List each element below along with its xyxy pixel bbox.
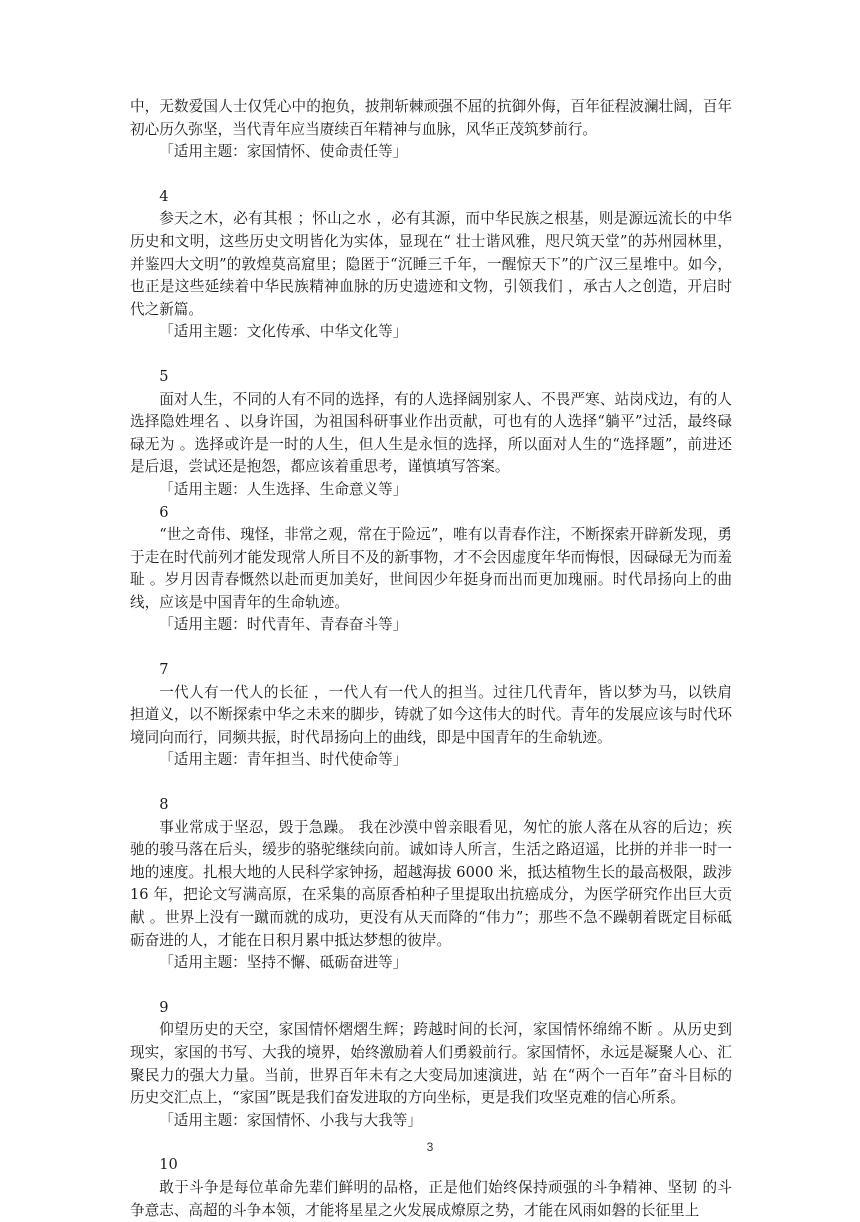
section-number: 4 (159, 187, 169, 205)
section-number: 6 (159, 503, 169, 521)
section-theme: 「适用主题：家国情怀、小我与大我等」 (159, 1111, 422, 1129)
section-theme: 「适用主题：文化传承、中华文化等」 (159, 323, 408, 341)
section-number: 7 (159, 661, 169, 679)
section-number: 10 (159, 1156, 178, 1174)
section-theme: 「适用主题：时代青年、青春奋斗等」 (159, 616, 408, 634)
section-paragraph: 一代人有一代人的长征 ，一代人有一代人的担当。过往几代青年，皆以梦为马，以铁肩担道义，以不断探索中华之未来的脚步，铸就了如今这伟大的时代。青年的发展应该与时代环境同向而行，同频共振，时代昂扬向上的曲线，即是中国青年的生命轨迹。 (130, 683, 732, 746)
intro-paragraph: 中，无数爱国人士仅凭心中的抱负，披荆斩棘顽强不屈的抗御外侮，百年征程波澜壮阔，百年初心历久弥坚，当代青年应当赓续百年精神与血脉，风华正茂筑梦前行。 (130, 98, 732, 138)
section-paragraph: 敢于斗争是每位革命先辈们鲜明的品格，正是他们始终保持顽强的斗争精神、坚韧 的斗争意志、高超的斗争本领，才能将星星之火发展成燎原之势，才能在风雨如磐的长征里上 (130, 1178, 732, 1219)
section-number: 5 (159, 367, 169, 385)
section-theme: 「适用主题：人生选择、生命意义等」 (159, 480, 408, 498)
section-paragraph: 事业常成于坚忍，毁于急躁。 我在沙漠中曾亲眼看见，匆忙的旅人落在从容的后边；疾驰的骏马落在后头，缓步的骆驼继续向前。诚如诗人所言，生活之路迢遥，比拼的并非一时一地的速度。扎根大地的人民科学家钟扬，超越海拔 6000 米，抵达植物生长的最高极限，跋涉 16 年，把论文写满高原，在采集的高原香柏种子里提取出抗癌成分，为医学研究作出巨大贡献 。世界上没有一蹴而就的成功，更没有从天而降的“伟力”；那些不急不躁朝着既定目标砥砺奋进的人，才能在日积月累中抵达梦想的彼岸。 (130, 818, 732, 949)
section-number: 8 (159, 796, 169, 814)
section-theme: 「适用主题：青年担当、时代使命等」 (159, 751, 408, 769)
section-paragraph: 仰望历史的天空，家国情怀熠熠生辉；跨越时间的长河，家国情怀绵绵不断 。从历史到现实，家国的书写、大我的境界，始终激励着人们勇毅前行。家国情怀，永远是凝聚人心、汇聚民力的强大力量。当前，世界百年未有之大变局加速演进，站 在“两个一百年”奋斗目标的历史交汇点上，“家国”既是我们奋发进取的方向坐标，更是我们攻坚克难的信心所系。 (130, 1021, 732, 1107)
section-paragraph: 参天之木，必有其根 ；怀山之水 ，必有其源，而中华民族之根基，则是源远流长的中华历史和文明，这些历史文明皆化为实体，显现在“ 壮士谐风雅，咫尺筑天堂”的苏州园林里，并鉴四大文明”的敦煌莫高窟里；隐匿于“沉睡三千年，一醒惊天下”的广汉三星堆中。如今，也正是这些延续着中华民族精神血脉的历史遗迹和文物，引领我们 ，承古人之创造，开启时代之新篇。 (130, 210, 732, 318)
section-paragraph: 面对人生，不同的人有不同的选择，有的人选择阔别家人、不畏严寒、站岗戍边，有的人选择隐姓埋名 、以身许国，为祖国科研事业作出贡献，可也有的人选择“躺平”过活，最终碌碌无为 。选择或许是一时的人生，但人生是永恒的选择，所以面对人生的“选择题”，前进还是后退，尝试还是抱怨，都应该着重思考，谨慎填写答案。 (130, 390, 732, 476)
section-theme: 「适用主题：坚持不懈、砥砺奋进等」 (159, 954, 408, 972)
page-number: 3 (426, 1140, 434, 1154)
section-number: 9 (159, 998, 169, 1016)
section-paragraph: “世之奇伟、瑰怪，非常之观，常在于险远”，唯有以青春作注，不断探索开辟新发现，勇于走在时代前列才能发现常人所目不及的新事物，才不会因虚度年华而悔恨，因碌碌无为而羞耻 。岁月因青春慨然以赴而更加美好，世间因少年挺身而出而更加瑰丽。时代昂扬向上的曲线，应该是中国青年的生命轨迹。 (130, 526, 732, 611)
intro-theme: 「适用主题：家国情怀、使命责任等」 (159, 143, 408, 161)
